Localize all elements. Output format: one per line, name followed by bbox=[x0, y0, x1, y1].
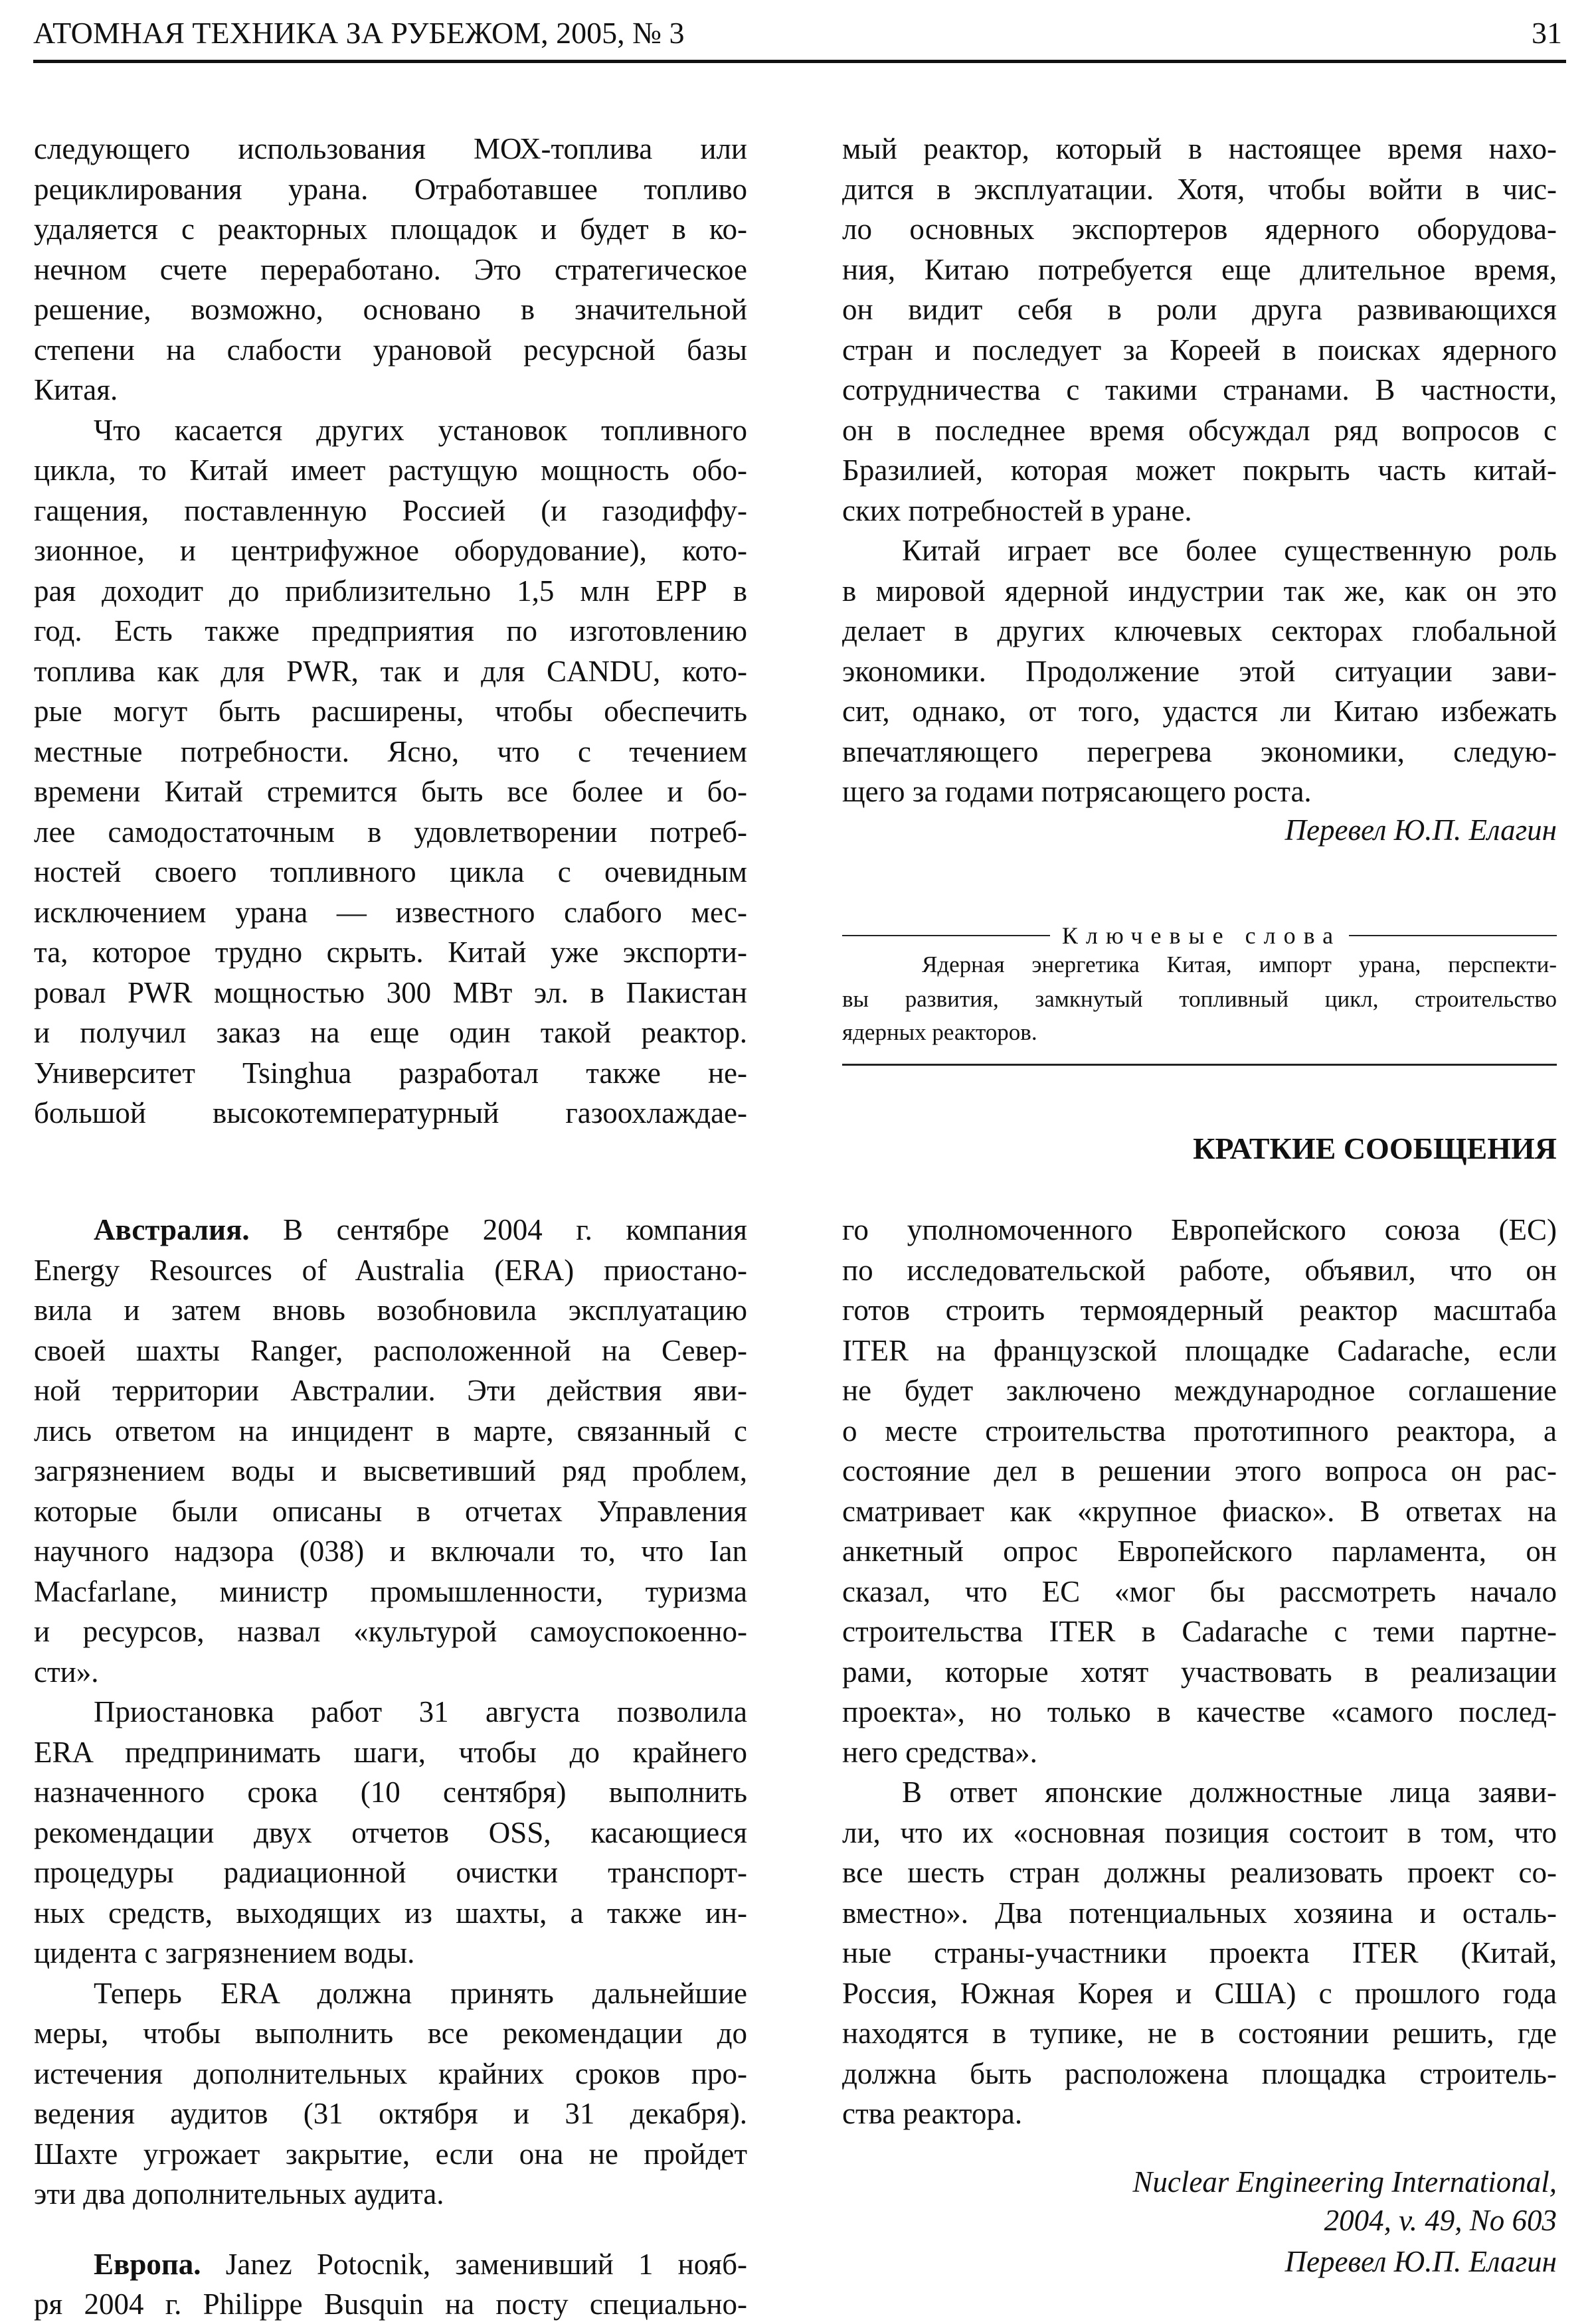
text-line: ITER на французской площадке Cadarache, если bbox=[842, 1333, 1557, 1367]
text-line: состояние дел в решении этого вопроса он рас- bbox=[842, 1454, 1557, 1487]
text-line: рые могут быть расширены, чтобы обеспечить bbox=[34, 695, 747, 728]
section-title: КРАТКИЕ СООБЩЕНИЯ bbox=[1193, 1131, 1557, 1165]
news-item-first-line bbox=[34, 1210, 747, 1250]
keywords-rule-left bbox=[842, 935, 1050, 936]
text-line: сти». bbox=[34, 1655, 99, 1689]
keywords-heading-text: Ключевые слова bbox=[1061, 922, 1342, 949]
text-line: не будет заключено международное соглашение bbox=[842, 1374, 1557, 1407]
text-line: анкетный опрос Европейского парламента, он bbox=[842, 1535, 1557, 1568]
text-line: ли, что их «основная позиция состоит в том, что bbox=[842, 1815, 1557, 1849]
text-line: год. Есть также предприятия по изготовлению bbox=[34, 614, 747, 647]
text-line: топлива как для PWR, так и для CANDU, кото- bbox=[34, 654, 747, 688]
text-line: Китай играет все более существенную роль bbox=[902, 534, 1557, 567]
text-line: ря 2004 г. Philippe Busquin на посту специально- bbox=[34, 2287, 747, 2321]
text-line: истечения дополнительных крайних сроков про- bbox=[34, 2056, 747, 2090]
text-line: рая доходит до приблизительно 1,5 млн ЕРР в bbox=[34, 574, 747, 608]
source-citation: Nuclear Engineering International, bbox=[1132, 2165, 1557, 2199]
text-line: ства реактора. bbox=[842, 2097, 1023, 2130]
text-line: строительства ITER в Cadarache с теми партне- bbox=[842, 1615, 1557, 1648]
text-line: степени на слабости урановой ресурсной базы bbox=[34, 333, 747, 367]
text-line: го уполномоченного Европейского союза (ЕС) bbox=[842, 1213, 1557, 1246]
keywords-line: Ядерная энергетика Китая, импорт урана, перспекти- bbox=[922, 952, 1557, 977]
text-line: вместно». Два потенциальных хозяина и осталь- bbox=[842, 1896, 1557, 1930]
text-line: Macfarlane, министр промышленности, туризма bbox=[34, 1574, 747, 1608]
text-line: лее самодостаточным в удовлетворении потреб- bbox=[34, 815, 747, 849]
keywords-bottom-rule bbox=[842, 1064, 1557, 1066]
text-line: исключением урана — известного слабого мес- bbox=[34, 895, 747, 929]
text-line: ных средств, выходящих из шахты, а также ин- bbox=[34, 1896, 747, 1930]
text-line: назначенного срока (10 сентября) выполнить bbox=[34, 1776, 747, 1809]
keywords-rule-right bbox=[1349, 935, 1557, 936]
text-line: Приостановка работ 31 августа позволила bbox=[94, 1695, 747, 1728]
text-line: процедуры радиационной очистки транспорт- bbox=[34, 1856, 747, 1889]
text-line: цикла, то Китай имеет растущую мощность обо- bbox=[34, 454, 747, 487]
translator-credit: Перевел Ю.П. Елагин bbox=[1284, 813, 1557, 847]
text-line: Что касается других установок топливного bbox=[94, 413, 747, 447]
header-rule bbox=[33, 60, 1566, 63]
text-line: В ответ японские должностные лица заяви- bbox=[902, 1776, 1557, 1809]
text-line: ровал PWR мощностью 300 МВт эл. в Пакистан bbox=[34, 975, 747, 1009]
text-line: Шахте угрожает закрытие, если она не пройдет bbox=[34, 2137, 747, 2171]
news-item-lead: Австралия. bbox=[94, 1213, 284, 1246]
text-line: по исследовательской работе, объявил, что он bbox=[842, 1253, 1557, 1287]
source-citation-issue: 2004, v. 49, No 603 bbox=[1324, 2204, 1557, 2237]
text-line: зионное, и центрифужное оборудование), кото- bbox=[34, 534, 747, 567]
text-line: все шесть стран должны реализовать проект со- bbox=[842, 1856, 1557, 1889]
text-line: времени Китай стремится быть все более и бо- bbox=[34, 775, 747, 808]
text-line: своей шахты Ranger, расположенной на Север- bbox=[34, 1333, 747, 1367]
keywords-heading bbox=[842, 919, 1557, 952]
text-line: меры, чтобы выполнить все рекомендации до bbox=[34, 2017, 747, 2050]
text-line: ERA предпринимать шаги, чтобы до крайнего bbox=[34, 1735, 747, 1769]
text-line: делает в других ключевых секторах глобальной bbox=[842, 614, 1557, 647]
news-item-lead: Европа. bbox=[94, 2247, 226, 2281]
news-item-text: Janez Potocnik, заменивший 1 нояб- bbox=[225, 2247, 747, 2281]
text-line: находятся в тупике, не в состоянии решить, где bbox=[842, 2017, 1557, 2050]
keywords-line: ядерных реакторов. bbox=[842, 1019, 1037, 1045]
news-item-text: В сентябре 2004 г. компания bbox=[283, 1213, 747, 1246]
text-line: сматривает как «крупное фиаско». В ответах на bbox=[842, 1494, 1557, 1528]
text-line: сказал, что ЕС «мог бы рассмотреть начало bbox=[842, 1574, 1557, 1608]
text-line: ских потребностей в уране. bbox=[842, 493, 1192, 527]
news-item-first-line bbox=[34, 2244, 747, 2284]
text-line: Бразилией, которая может покрыть часть китай- bbox=[842, 454, 1557, 487]
text-line: Energy Resources of Australia (ERA) приостано- bbox=[34, 1253, 747, 1287]
text-line: проекта», но только в качестве «самого послед- bbox=[842, 1695, 1557, 1728]
text-line: удаляется с реакторных площадок и будет в ко- bbox=[34, 212, 747, 246]
text-line: следующего использования МОХ-топлива или bbox=[34, 132, 747, 165]
text-line: нечном счете переработано. Это стратегическое bbox=[34, 252, 747, 286]
text-line: которые были описаны в отчетах Управления bbox=[34, 1494, 747, 1528]
text-line: Россия, Южная Корея и США) с прошлого года bbox=[842, 1976, 1557, 2010]
text-line: вила и затем вновь возобновила эксплуатацию bbox=[34, 1293, 747, 1327]
text-line: он видит себя в роли друга развивающихся bbox=[842, 293, 1557, 326]
text-line: он в последнее время обсуждал ряд вопросов с bbox=[842, 413, 1557, 447]
text-line: лись ответом на инцидент в марте, связанный с bbox=[34, 1414, 747, 1448]
text-line: эти два дополнительных аудита. bbox=[34, 2177, 444, 2210]
text-line: ния, Китаю потребуется еще длительное время, bbox=[842, 252, 1557, 286]
text-line: о месте строительства прототипного реактора, а bbox=[842, 1414, 1557, 1448]
text-line: ностей своего топливного цикла с очевидным bbox=[34, 855, 747, 888]
text-line: рами, которые хотят участвовать в реализации bbox=[842, 1655, 1557, 1689]
text-line: ные страны-участники проекта ITER (Китай, bbox=[842, 1936, 1557, 1969]
text-line: и ресурсов, назвал «культурой самоуспокоенно- bbox=[34, 1615, 747, 1648]
text-line: дится в эксплуатации. Хотя, чтобы войти в чис- bbox=[842, 172, 1557, 206]
text-line: экономики. Продолжение этой ситуации зави- bbox=[842, 654, 1557, 688]
text-line: большой высокотемпературный газоохлаждае- bbox=[34, 1096, 747, 1129]
text-line: ло основных экспортеров ядерного оборудова- bbox=[842, 212, 1557, 246]
text-line: научного надзора (038) и включали то, что Ian bbox=[34, 1535, 747, 1568]
text-line: ведения аудитов (31 октября и 31 декабря). bbox=[34, 2097, 747, 2130]
text-line: и получил заказ на еще один такой реактор. bbox=[34, 1016, 747, 1049]
text-line: в мировой ядерной индустрии так же, как он это bbox=[842, 574, 1557, 608]
text-line: Китая. bbox=[34, 373, 118, 406]
text-line: мый реактор, который в настоящее время нахо- bbox=[842, 132, 1557, 165]
translator-credit: Перевел Ю.П. Елагин bbox=[1284, 2245, 1557, 2278]
text-line: стран и последует за Кореей в поисках ядерного bbox=[842, 333, 1557, 367]
text-line: цидента с загрязнением воды. bbox=[34, 1936, 415, 1969]
text-line: Университет Tsinghua разработал также не- bbox=[34, 1056, 747, 1090]
text-line: рециклирования урана. Отработавшее топливо bbox=[34, 172, 747, 206]
text-line: Теперь ERA должна принять дальнейшие bbox=[94, 1976, 747, 2010]
text-line: должна быть расположена площадка строитель- bbox=[842, 2056, 1557, 2090]
text-line: загрязнением воды и высветивший ряд проблем, bbox=[34, 1454, 747, 1487]
text-line: сит, однако, от того, удастся ли Китаю избежать bbox=[842, 695, 1557, 728]
text-line: сотрудничества с такими странами. В частности, bbox=[842, 373, 1557, 406]
text-line: щего за годами потрясающего роста. bbox=[842, 775, 1312, 808]
text-line: рекомендации двух отчетов OSS, касающиеся bbox=[34, 1815, 747, 1849]
text-line: готов строить термоядерный реактор масштаба bbox=[842, 1293, 1557, 1327]
text-line: него средства». bbox=[842, 1735, 1037, 1769]
text-line: местные потребности. Ясно, что с течением bbox=[34, 734, 747, 768]
text-line: ной территории Австралии. Эти действия яви- bbox=[34, 1374, 747, 1407]
text-line: та, которое трудно скрыть. Китай уже экспорти- bbox=[34, 936, 747, 969]
keywords-line: вы развития, замкнутый топливный цикл, строительство bbox=[842, 986, 1557, 1012]
text-line: гащения, поставленную Россией (и газодиффу- bbox=[34, 493, 747, 527]
journal-header-title: АТОМНАЯ ТЕХНИКА ЗА РУБЕЖОМ, 2005, № 3 bbox=[33, 16, 685, 50]
page-number: 31 bbox=[1532, 16, 1562, 50]
text-line: впечатляющего перегрева экономики, следую- bbox=[842, 734, 1557, 768]
text-line: решение, возможно, основано в значительной bbox=[34, 293, 747, 326]
